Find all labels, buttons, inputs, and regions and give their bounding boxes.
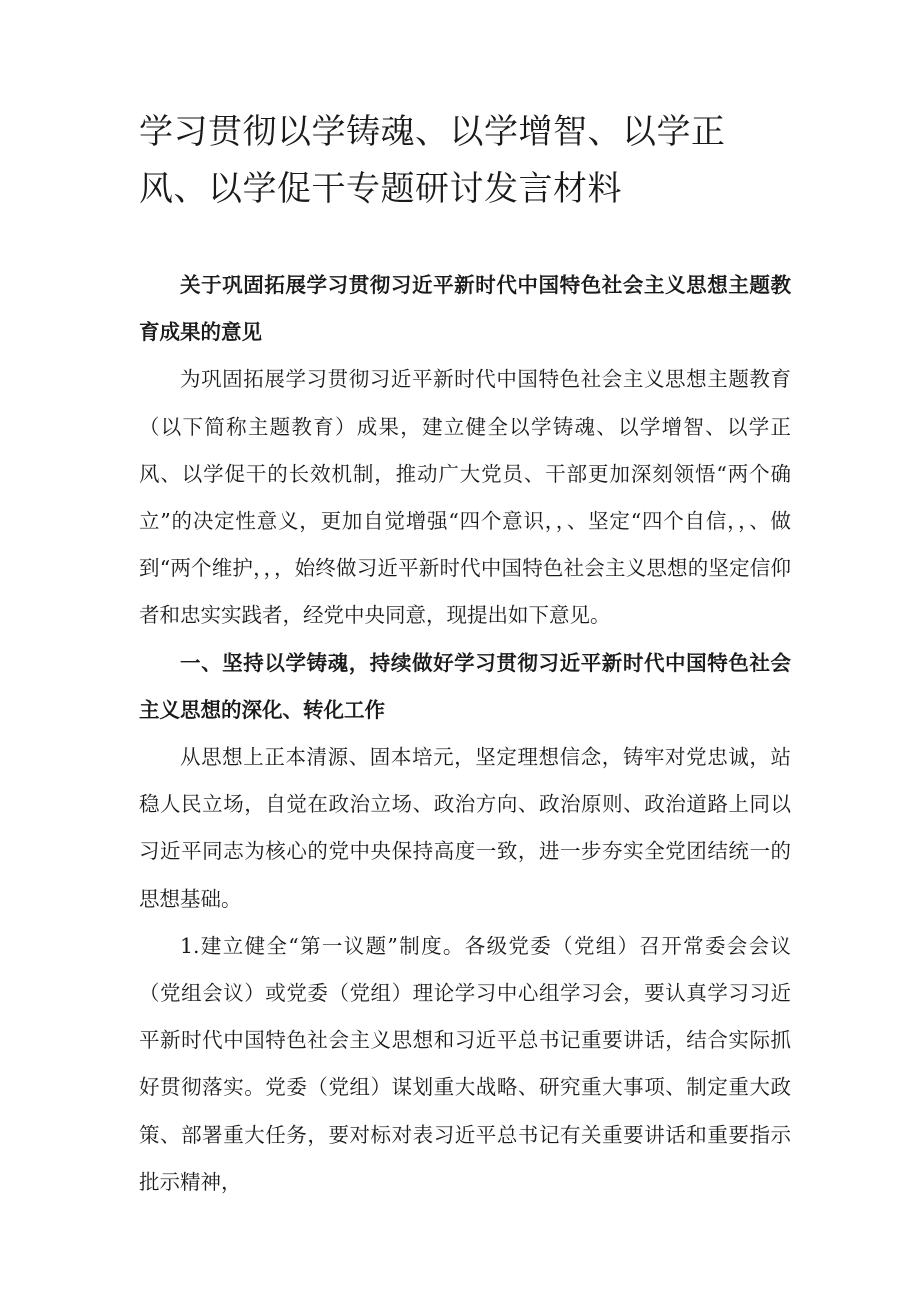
section-1-paragraph: 从思想上正本清源、固本培元，坚定理想信念，铸牢对党忠诚，站稳人民立场，自觉在政治立场、政治方向、政治原则、政治道路上同以习近平同志为核心的党中央保持高度一致，进一步夯实全党团结统一的思想基础。 <box>139 745 791 911</box>
item-1-paragraph: 1.建立健全“第一议题”制度。各级党委（党组）召开常委会会议（党组会议）或党委（党组）理论学习中心组学习会，要认真学习习近平新时代中国特色社会主义思想和习近平总书记重要讲话，结合实际抓好贯彻落实。党委（党组）谋划重大战略、研究重大事项、制定重大政策、部署重大任务，要对标对表习近平总书记有关重要讲话和重要指示批示精神， <box>139 933 791 1194</box>
document-title: 学习贯彻以学铸魂、以学增智、以学正风、以学促干专题研讨发言材料 <box>139 112 726 209</box>
section-1-heading: 一、坚持以学铸魂，持续做好学习贯彻习近平新时代中国特色社会主义思想的深化、转化工作 <box>139 650 791 722</box>
intro-paragraph: 为巩固拓展学习贯彻习近平新时代中国特色社会主义思想主题教育（以下简称主题教育）成果，建立健全以学铸魂、以学增智、以学正风、以学促干的长效机制，推动广大党员、干部更加深刻领悟“两个确立”的决定性意义，更加自觉增强“四个意识，，、坚定“四个自信，，、做到“两个维护，，，始终做习近平新时代中国特色社会主义思想的坚定信仰者和忠实实践者，经党中央同意，现提出如下意见。 <box>139 367 791 628</box>
document-body <box>139 262 791 1206</box>
document-subtitle: 关于巩固拓展学习贯彻习近平新时代中国特色社会主义思想主题教育成果的意见 <box>139 273 791 345</box>
